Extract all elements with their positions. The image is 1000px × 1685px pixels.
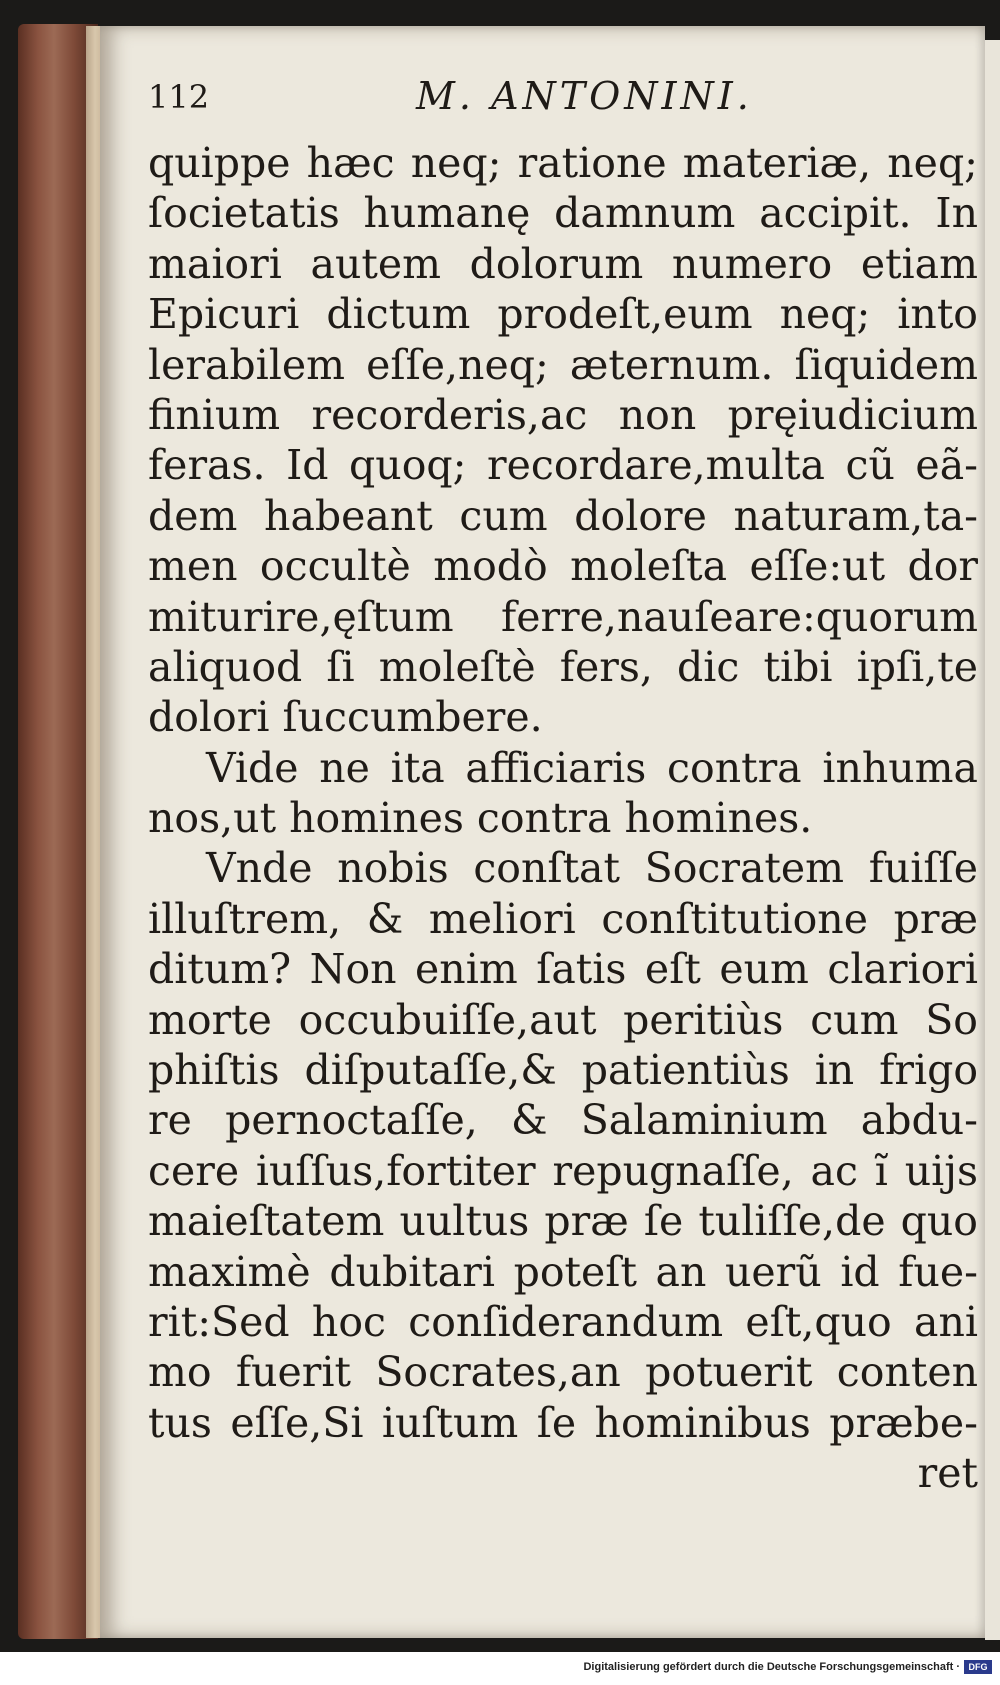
text-line: finium recorderis,ac non pręiudicium <box>148 390 978 439</box>
text-line: aliquod ſi moleſtè fers, dic tibi ipſi,te <box>148 642 978 691</box>
text-line: miturire,ęſtum ferre,nauſeare:quorum <box>148 592 978 641</box>
text-line: ſocietatis humanę damnum accipit. In <box>148 189 978 238</box>
text-line: illuſtrem, & meliori conſtitutione præ <box>148 894 978 943</box>
text-line: lerabilem eſſe,neq; æternum. ſiquidem <box>148 340 978 389</box>
text-line: Vide ne ita afficiaris contra inhuma <box>206 743 978 792</box>
text-line: mo fuerit Socrates,an potuerit conten <box>148 1348 978 1397</box>
text-line: quippe hæc neq; ratione materiæ, neq; <box>148 139 978 187</box>
text-line: cere iuſſus,fortiter repugnaſſe, ac ĩ uijs <box>148 1146 978 1195</box>
text-line: tus eſſe,Si iuſtum ſe hominibus præbe- <box>148 1398 978 1447</box>
text-line: Epicuri dictum prodeſt,eum neq; into <box>148 290 978 339</box>
text-line: maieſtatem uultus præ ſe tuliſſe,de quo <box>148 1197 978 1246</box>
text-line: ditum? Non enim ſatis eſt eum clariori <box>148 945 978 994</box>
digitization-credit: Digitalisierung gefördert durch die Deutsche Forschungsgemeinschaft · <box>583 1661 960 1673</box>
page-header <box>148 74 978 124</box>
text-line: maximè dubitari poteſt an uerũ id fue- <box>148 1247 978 1296</box>
footer-bar <box>0 1652 1000 1685</box>
text-line: men occultè modò moleſta eſſe:ut dor <box>148 542 978 591</box>
text-line: feras. Id quoq; recordare,multa cũ eã- <box>148 441 978 490</box>
text-line: dolori ſuccumbere. <box>148 693 543 742</box>
page-number: 112 <box>148 78 210 116</box>
body-text <box>148 138 978 1499</box>
text-line: rit:Sed hoc conſiderandum eſt,quo ani <box>148 1297 978 1346</box>
text-line: phiſtis diſputaſſe,& patientiùs in frigo <box>148 1046 978 1095</box>
running-title: M. ANTONINI. <box>416 74 753 118</box>
facing-page-strip <box>985 40 1000 1640</box>
text-line: maiori autem dolorum numero etiam <box>148 239 978 288</box>
text-line: dem habeant cum dolore naturam,ta- <box>148 491 978 540</box>
text-line: nos,ut homines contra homines. <box>148 794 813 843</box>
text-line: ret <box>917 1449 978 1498</box>
text-line: re pernoctaſſe, & Salaminium abdu- <box>148 1096 978 1145</box>
text-line: morte occubuiſſe,aut peritiùs cum So <box>148 995 978 1044</box>
dfg-logo: DFG <box>964 1660 992 1674</box>
text-line: Vnde nobis conſtat Socratem fuiſſe <box>206 844 978 893</box>
